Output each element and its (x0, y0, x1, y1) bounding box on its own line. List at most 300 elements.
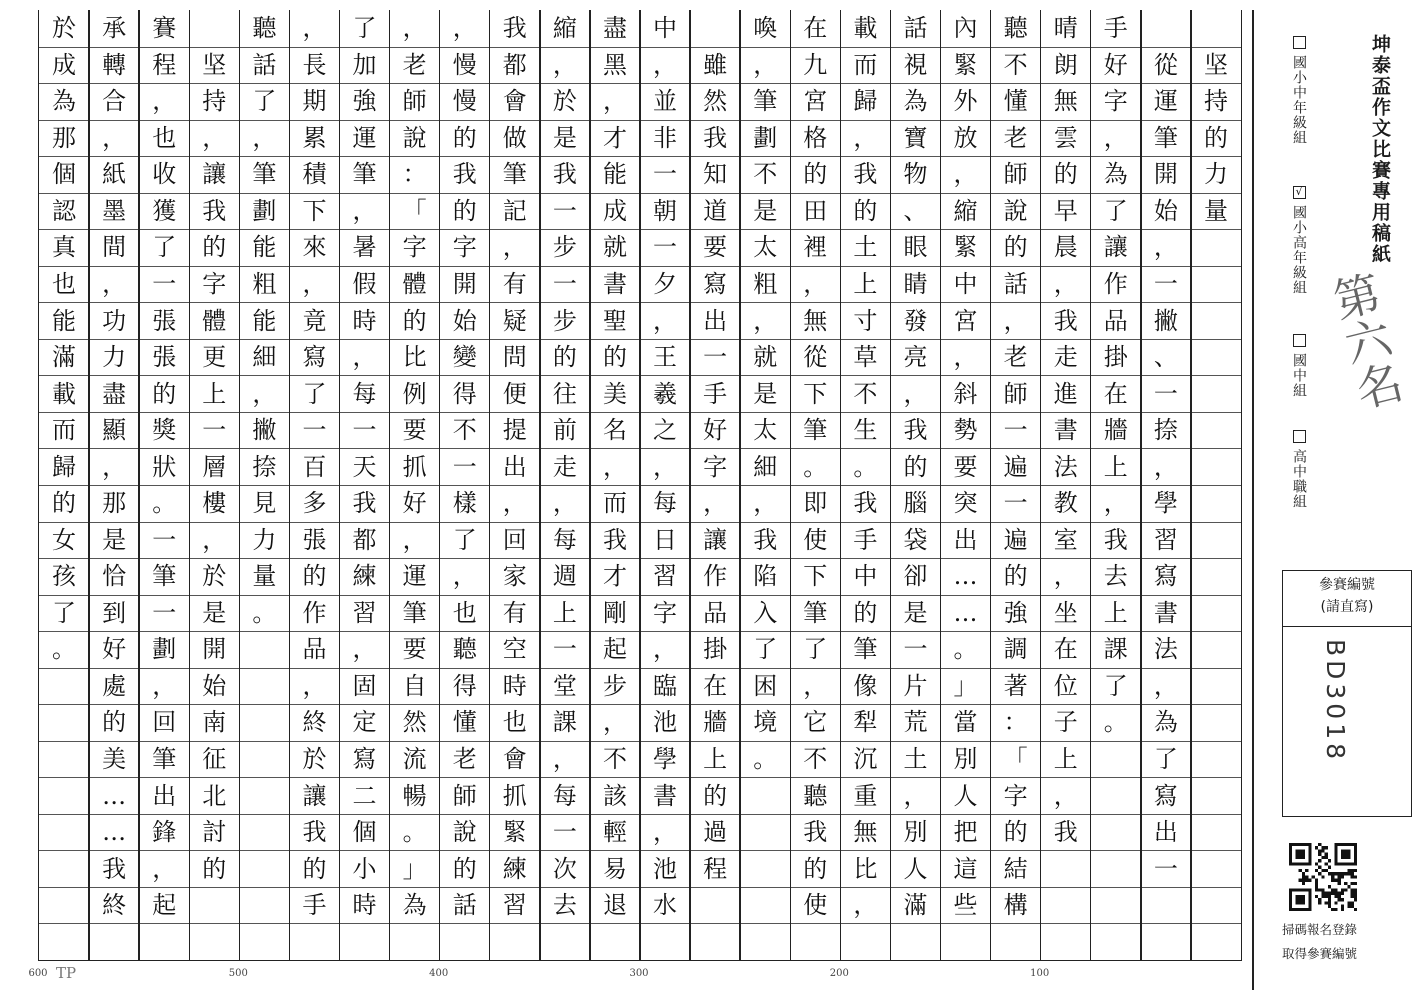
entry-number-value[interactable]: BD3018 (1321, 639, 1350, 764)
essay-character: 假 (352, 270, 377, 299)
essay-character: 北 (202, 781, 227, 810)
essay-character: ， (352, 635, 377, 664)
essay-character: ， (1103, 123, 1128, 152)
essay-character: 的 (1003, 562, 1028, 591)
essay-character: 遍 (1003, 452, 1028, 481)
essay-character: 也 (502, 708, 527, 737)
essay-character: 開 (202, 635, 227, 664)
essay-character: 宮 (803, 87, 828, 116)
essay-character: 去 (552, 891, 577, 920)
essay-character: 加 (352, 50, 377, 79)
essay-character: 的 (52, 489, 77, 518)
essay-character: 雲 (1053, 123, 1078, 152)
essay-character: 了 (152, 233, 177, 262)
essay-character: 沉 (853, 745, 878, 774)
essay-character: 持 (1203, 87, 1228, 116)
essay-character: 張 (152, 306, 177, 335)
essay-character: 的 (202, 854, 227, 883)
essay-character: 物 (903, 160, 928, 189)
essay-character: 把 (953, 818, 978, 847)
essay-character: 抓 (502, 781, 527, 810)
essay-character: 步 (552, 306, 577, 335)
essay-character: 在 (1053, 635, 1078, 664)
essay-character: 筆 (803, 598, 828, 627)
qr-code-icon[interactable] (1289, 843, 1357, 911)
essay-character: 掛 (703, 635, 728, 664)
essay-column (941, 10, 991, 960)
essay-character: 時 (502, 671, 527, 700)
essay-character: ， (552, 745, 577, 774)
essay-character: 老 (402, 50, 427, 79)
essay-character: 合 (102, 87, 127, 116)
essay-character: 的 (853, 598, 878, 627)
essay-character: 下 (302, 196, 327, 225)
writing-grid (38, 10, 1242, 961)
essay-character: 運 (1153, 87, 1178, 116)
essay-character: 回 (502, 525, 527, 554)
essay-character: ， (653, 818, 678, 847)
essay-character: 縮 (552, 14, 577, 43)
essay-character: 走 (1053, 343, 1078, 372)
essay-character: 使 (803, 891, 828, 920)
entry-number-box (1282, 570, 1412, 817)
essay-character: 了 (1153, 745, 1178, 774)
essay-character: 於 (52, 14, 77, 43)
category-checkbox[interactable] (1293, 36, 1306, 49)
category-checkbox[interactable] (1293, 334, 1306, 347)
essay-character: 日 (653, 525, 678, 554)
essay-column (189, 10, 239, 960)
essay-character: 更 (202, 343, 227, 372)
essay-character: 王 (653, 343, 678, 372)
essay-character: 我 (352, 489, 377, 518)
essay-character: 著 (1003, 671, 1028, 700)
essay-character: ， (653, 50, 678, 79)
essay-character: 。 (252, 598, 277, 627)
essay-character: 一 (1003, 416, 1028, 445)
essay-character: 於 (302, 745, 327, 774)
essay-character: 早 (1053, 196, 1078, 225)
essay-character: 賽 (152, 14, 177, 43)
essay-character: 說 (1003, 196, 1028, 225)
essay-character: 的 (152, 379, 177, 408)
essay-character: 亮 (903, 343, 928, 372)
essay-character: 字 (703, 452, 728, 481)
essay-character: 持 (202, 87, 227, 116)
essay-character: ， (703, 489, 728, 518)
essay-character: 田 (803, 196, 828, 225)
essay-character: 話 (1003, 270, 1028, 299)
essay-character: 我 (903, 416, 928, 445)
essay-column (1091, 10, 1141, 960)
essay-character: 出 (953, 525, 978, 554)
essay-character: 夕 (653, 270, 678, 299)
essay-character: 女 (52, 525, 77, 554)
essay-character: 寫 (352, 745, 377, 774)
essay-character: 犁 (853, 708, 878, 737)
essay-character: 話 (452, 891, 477, 920)
essay-character: 累 (302, 123, 327, 152)
essay-character: 要 (402, 635, 427, 664)
essay-character: 陷 (753, 562, 778, 591)
essay-character: 開 (1153, 160, 1178, 189)
essay-character: 我 (853, 160, 878, 189)
essay-character: ， (302, 270, 327, 299)
essay-character: 法 (1053, 452, 1078, 481)
essay-character: 片 (903, 671, 928, 700)
essay-character: 強 (1003, 598, 1028, 627)
essay-character: 不 (853, 379, 878, 408)
category-senior-high[interactable] (1288, 430, 1310, 509)
essay-character: 轉 (102, 50, 127, 79)
essay-character: ， (252, 123, 277, 152)
essay-character: ， (102, 123, 127, 152)
essay-character: 能 (252, 233, 277, 262)
essay-character: 進 (1053, 379, 1078, 408)
essay-character: ， (903, 781, 928, 810)
essay-character: 暢 (402, 781, 427, 810)
essay-character (1141, 10, 1191, 47)
essay-character: 字 (1103, 87, 1128, 116)
essay-column (139, 10, 189, 960)
essay-character: 練 (352, 562, 377, 591)
essay-character: 張 (302, 525, 327, 554)
essay-character: 一 (552, 270, 577, 299)
essay-character: 有 (502, 598, 527, 627)
essay-character: 朗 (1053, 50, 1078, 79)
essay-character: 格 (803, 123, 828, 152)
essay-character: 步 (552, 233, 577, 262)
essay-character: 寫 (302, 343, 327, 372)
essay-character: 問 (502, 343, 527, 372)
essay-character: 池 (653, 708, 678, 737)
essay-character: 堂 (552, 671, 577, 700)
essay-character: ， (753, 50, 778, 79)
essay-character: 上 (552, 598, 577, 627)
essay-character: 每 (653, 489, 678, 518)
essay-character: 一 (552, 818, 577, 847)
essay-column (640, 10, 690, 960)
essay-character: 滿 (52, 343, 77, 372)
essay-character: ， (102, 452, 127, 481)
essay-character: 好 (703, 416, 728, 445)
essay-character: 剛 (602, 598, 627, 627)
essay-character: 書 (1053, 416, 1078, 445)
essay-character: 位 (1053, 671, 1078, 700)
essay-character: 字 (653, 598, 678, 627)
essay-character: 入 (753, 598, 778, 627)
essay-character: 我 (1053, 818, 1078, 847)
essay-character: 定 (352, 708, 377, 737)
essay-character: 懂 (452, 708, 477, 737)
essay-column (1041, 10, 1091, 960)
essay-column (490, 10, 540, 960)
essay-character: ， (302, 671, 327, 700)
essay-character: 撇 (252, 416, 277, 445)
essay-character: 出 (502, 452, 527, 481)
essay-character: 為 (52, 87, 77, 116)
essay-character: 手 (853, 525, 878, 554)
essay-character: 天 (352, 452, 377, 481)
essay-character: ， (1053, 781, 1078, 810)
essay-character: 品 (1103, 306, 1128, 335)
essay-character: 力 (102, 343, 127, 372)
essay-character: 筆 (152, 745, 177, 774)
essay-character: ， (1153, 452, 1178, 481)
essay-character: 疑 (502, 306, 527, 335)
essay-column (740, 10, 790, 960)
essay-character: 力 (252, 525, 277, 554)
essay-character: 上 (703, 745, 728, 774)
essay-character: 讓 (202, 160, 227, 189)
essay-character: 視 (903, 50, 928, 79)
essay-character: 緊 (953, 233, 978, 262)
essay-column (89, 10, 139, 960)
essay-character: 易 (602, 854, 627, 883)
essay-character: 量 (252, 562, 277, 591)
essay-character: 牆 (1103, 416, 1128, 445)
essay-character: … (953, 598, 978, 627)
essay-character: 往 (552, 379, 577, 408)
essay-character: 草 (853, 343, 878, 372)
essay-character: 筆 (803, 416, 828, 445)
essay-character: 捺 (1153, 416, 1178, 445)
essay-character: 孩 (52, 562, 77, 591)
essay-character: 滿 (903, 891, 928, 920)
essay-character: 臨 (653, 671, 678, 700)
essay-character: 、 (1153, 343, 1178, 372)
essay-character: 然 (402, 708, 427, 737)
essay-character: 中 (953, 270, 978, 299)
essay-character: 家 (502, 562, 527, 591)
essay-character: 作 (302, 598, 327, 627)
essay-character: 的 (452, 123, 477, 152)
essay-character: 手 (703, 379, 728, 408)
essay-character: ， (1053, 562, 1078, 591)
essay-character: 的 (903, 452, 928, 481)
essay-character: 獲 (152, 196, 177, 225)
essay-character: 勢 (953, 416, 978, 445)
essay-character: 週 (552, 562, 577, 591)
essay-character: 這 (953, 854, 978, 883)
essay-character: 去 (1103, 562, 1128, 591)
essay-character: 結 (1003, 854, 1028, 883)
essay-character: 在 (1103, 379, 1128, 408)
essay-character: 運 (352, 123, 377, 152)
essay-character: 腦 (903, 489, 928, 518)
category-elementary-upper[interactable] (1288, 186, 1310, 295)
essay-character: 袋 (903, 525, 928, 554)
essay-character: 懂 (1003, 87, 1028, 116)
essay-character: 慢 (452, 50, 477, 79)
essay-character: 羲 (653, 379, 678, 408)
category-checkbox[interactable] (1293, 430, 1306, 443)
essay-character: 我 (753, 525, 778, 554)
essay-character: ， (152, 854, 177, 883)
essay-character: 樓 (202, 489, 227, 518)
essay-character: 為 (1153, 708, 1178, 737)
essay-character (690, 10, 740, 47)
essay-character: 一 (152, 525, 177, 554)
essay-character: 。 (753, 745, 778, 774)
sheet-title: 坤泰盃作文比賽專用稿紙 (1369, 34, 1391, 265)
essay-character: 外 (953, 87, 978, 116)
essay-character: 。 (1103, 708, 1128, 737)
essay-character: 運 (402, 562, 427, 591)
essay-character: 才 (602, 562, 627, 591)
word-count-marker: 300 (629, 968, 649, 979)
essay-character: 而 (853, 50, 878, 79)
essay-character: 突 (953, 489, 978, 518)
essay-character: 而 (52, 416, 77, 445)
essay-character: 也 (52, 270, 77, 299)
essay-character: 出 (152, 781, 177, 810)
essay-character: 像 (853, 671, 878, 700)
essay-character: 了 (753, 635, 778, 664)
essay-character: 坚 (202, 50, 227, 79)
essay-character: 雖 (703, 50, 728, 79)
essay-character: 黑 (602, 50, 627, 79)
essay-character: 時 (352, 891, 377, 920)
essay-character: 練 (502, 854, 527, 883)
essay-character: 的 (302, 562, 327, 591)
essay-character: 為 (1103, 160, 1128, 189)
category-checkbox-checked[interactable]: √ (1293, 186, 1306, 199)
essay-character: 它 (803, 708, 828, 737)
essay-character: 裡 (803, 233, 828, 262)
essay-column (590, 10, 640, 960)
category-junior-high[interactable] (1288, 334, 1310, 398)
essay-character: 遍 (1003, 525, 1028, 554)
word-count-marker: 200 (829, 968, 849, 979)
essay-character: 眼 (903, 233, 928, 262)
essay-character: 課 (1103, 635, 1128, 664)
essay-character: 見 (252, 489, 277, 518)
essay-character: ， (1153, 233, 1178, 262)
essay-character: 了 (352, 14, 377, 43)
essay-character: 細 (252, 343, 277, 372)
essay-character: 載 (52, 379, 77, 408)
essay-character: 書 (1153, 598, 1178, 627)
essay-character: 筆 (753, 87, 778, 116)
essay-character: 寸 (853, 306, 878, 335)
essay-character: 然 (703, 87, 728, 116)
essay-character: 強 (352, 87, 377, 116)
essay-character: 是 (753, 196, 778, 225)
essay-character: 變 (452, 343, 477, 372)
essay-character: ， (653, 635, 678, 664)
essay-character: ， (853, 891, 878, 920)
essay-character: 字 (452, 233, 477, 262)
essay-character: 土 (853, 233, 878, 262)
essay-character: 一 (552, 635, 577, 664)
essay-character: 成 (602, 196, 627, 225)
essay-character: 恰 (102, 562, 127, 591)
essay-character: 回 (152, 708, 177, 737)
essay-column (790, 10, 840, 960)
essay-character: 池 (653, 854, 678, 883)
essay-character: 於 (202, 562, 227, 591)
essay-character: 一 (903, 635, 928, 664)
essay-character: 粗 (753, 270, 778, 299)
essay-character: 一 (653, 160, 678, 189)
essay-character: 讓 (1103, 233, 1128, 262)
essay-character: 的 (803, 854, 828, 883)
sidebar (1252, 0, 1414, 1000)
essay-character: 記 (502, 196, 527, 225)
essay-character: ， (753, 489, 778, 518)
essay-character: 期 (302, 87, 327, 116)
essay-character: 那 (52, 123, 77, 152)
essay-character: ， (653, 306, 678, 335)
essay-character: 構 (1003, 891, 1028, 920)
essay-character: 獎 (152, 416, 177, 445)
essay-character: 鋒 (152, 818, 177, 847)
essay-character: 承 (102, 14, 127, 43)
essay-character: 一 (152, 598, 177, 627)
essay-character: 九 (803, 50, 828, 79)
essay-character: 比 (402, 343, 427, 372)
essay-character: 個 (52, 160, 77, 189)
essay-character: 室 (1053, 525, 1078, 554)
essay-column (991, 10, 1041, 960)
essay-character: 我 (202, 196, 227, 225)
essay-character: 要 (703, 233, 728, 262)
word-count-marker: 600 (28, 968, 48, 979)
essay-character: 寶 (903, 123, 928, 152)
essay-character: 成 (52, 50, 77, 79)
essay-character: 一 (1153, 270, 1178, 299)
essay-character: 的 (402, 306, 427, 335)
essay-character: 載 (853, 14, 878, 43)
essay-character: 緊 (953, 50, 978, 79)
essay-character: 是 (753, 379, 778, 408)
essay-character: 卻 (903, 562, 928, 591)
rank-handwritten: 第六名 (1322, 267, 1408, 415)
essay-character: 從 (1153, 50, 1178, 79)
essay-character: ， (352, 196, 377, 225)
essay-character: 暑 (352, 233, 377, 262)
essay-character: 程 (152, 50, 177, 79)
essay-character: 了 (52, 598, 77, 627)
essay-character: 晨 (1053, 233, 1078, 262)
essay-character: 能 (252, 306, 277, 335)
essay-character: 在 (703, 671, 728, 700)
essay-character: ， (202, 525, 227, 554)
essay-character: 一 (1153, 379, 1178, 408)
essay-character: ， (102, 270, 127, 299)
essay-column (890, 10, 940, 960)
essay-character: … (102, 781, 127, 810)
essay-character: 百 (302, 452, 327, 481)
essay-column (690, 10, 740, 960)
essay-character: 放 (953, 123, 978, 152)
essay-character: … (953, 562, 978, 591)
category-elementary-middle[interactable] (1288, 36, 1310, 145)
essay-character: 南 (202, 708, 227, 737)
essay-character (189, 10, 239, 47)
essay-character: 處 (102, 671, 127, 700)
word-count-marker: 100 (1030, 968, 1050, 979)
category-label: 國中組 (1291, 353, 1307, 398)
essay-character: 。 (402, 818, 427, 847)
essay-character: 竟 (302, 306, 327, 335)
essay-character: 師 (1003, 160, 1028, 189)
essay-character: 課 (552, 708, 577, 737)
essay-character: 手 (1103, 14, 1128, 43)
essay-character: 於 (552, 87, 577, 116)
essay-character: ， (1003, 306, 1028, 335)
